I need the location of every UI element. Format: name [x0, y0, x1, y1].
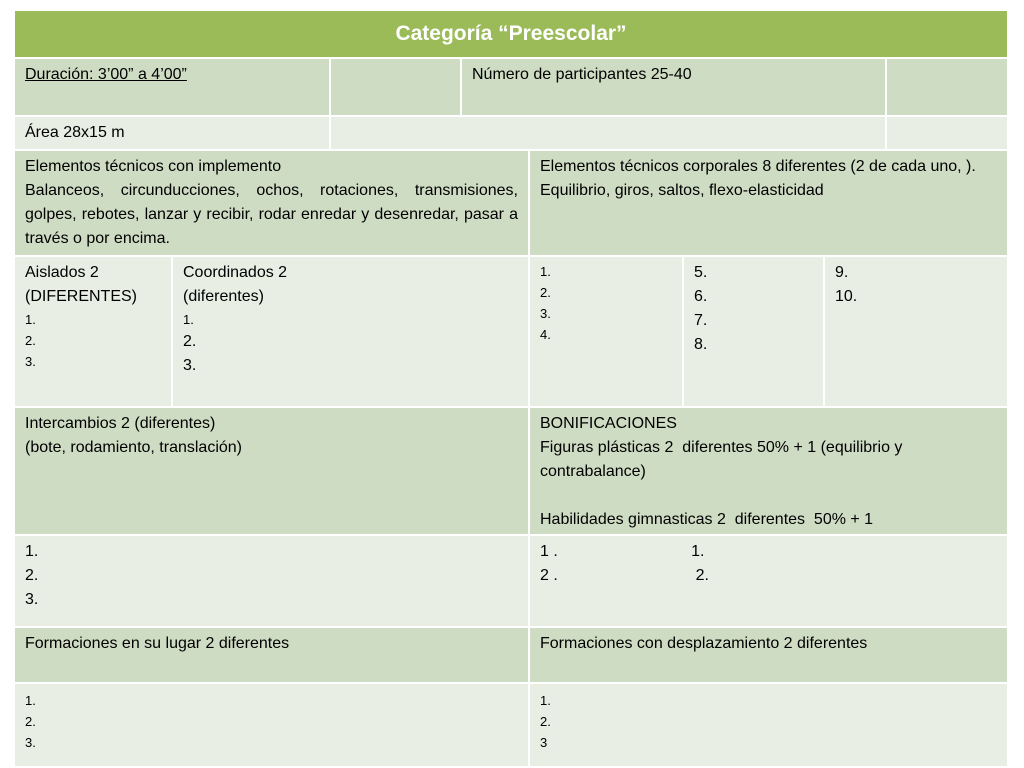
list-item: 2.	[540, 714, 551, 729]
formaciones-lugar-text: Formaciones en su lugar 2 diferentes	[25, 635, 290, 652]
corporales-cell	[530, 151, 1009, 257]
coordinados-subtitle: (diferentes)	[183, 288, 264, 305]
intercambios-cell	[15, 408, 530, 536]
intercambios-items-cell	[15, 536, 530, 628]
corporales-heading: Elementos técnicos corporales 8 diferentes (2 de cada uno, ).	[540, 158, 976, 175]
list-item: 4.	[540, 327, 551, 342]
corporales-items-col1	[530, 257, 684, 408]
list-item: 1.	[540, 693, 551, 708]
list-item: 2.	[25, 333, 36, 348]
empty-cell-4	[887, 117, 1009, 151]
empty-cell-2	[887, 59, 1009, 117]
implemento-text: Balanceos, circunducciones, ochos, rotaciones, transmisiones, golpes, rebotes, lanzar y recibir, rodar enredar y desenredar, pasar a través o por encima.	[25, 182, 518, 247]
list-item: 2.	[183, 333, 197, 350]
duracion-text: Duración: 3’00” a 4’00”	[25, 66, 187, 83]
aislados-title: Aislados 2	[25, 264, 99, 281]
intercambios-subtitle: (bote, rodamiento, translación)	[25, 439, 242, 456]
list-item: 3.	[25, 591, 39, 608]
intercambios-title: Intercambios 2 (diferentes)	[25, 415, 216, 432]
formaciones-desplazamiento-text: Formaciones con desplazamiento 2 diferentes	[540, 635, 868, 652]
list-item: 2.	[540, 285, 551, 300]
desplazamiento-items-cell	[530, 684, 1009, 768]
table-title	[15, 11, 1009, 59]
list-item: 1.	[25, 312, 36, 327]
corporales-items-col2	[684, 257, 825, 408]
list-item: 2.	[25, 714, 36, 729]
area-text: Área 28x15 m	[25, 124, 125, 141]
list-item: 1.	[540, 264, 551, 279]
participantes-text: Número de participantes 25-40	[472, 66, 692, 83]
aislados-cell	[15, 257, 173, 408]
implemento-cell	[15, 151, 530, 257]
preescolar-table	[15, 11, 1009, 768]
list-item: 3	[540, 735, 548, 750]
bonificaciones-heading: BONIFICACIONES	[540, 415, 677, 432]
list-item: 3.	[540, 306, 551, 321]
list-item: 7.	[694, 312, 708, 329]
list-item: 1 . 1.	[540, 543, 705, 560]
list-item: 6.	[694, 288, 708, 305]
aislados-subtitle: (DIFERENTES)	[25, 288, 137, 305]
corporales-items-col3	[825, 257, 1009, 408]
list-item: 1.	[25, 543, 39, 560]
list-item: 3.	[183, 357, 197, 374]
list-item: 5.	[694, 264, 708, 281]
formaciones-desplazamiento-cell	[530, 628, 1009, 684]
area-cell	[15, 117, 331, 151]
list-item: 1.	[183, 312, 194, 327]
bonificaciones-line: contrabalance)	[540, 463, 646, 480]
list-item: 3.	[25, 354, 36, 369]
bonificaciones-cell	[530, 408, 1009, 536]
list-item: 3.	[25, 735, 36, 750]
duracion-cell	[15, 59, 331, 117]
bonificaciones-line: Habilidades gimnasticas 2 diferentes 50% + 1	[540, 511, 874, 528]
table-title-text: Categoría “Preescolar”	[395, 22, 627, 45]
coordinados-cell	[173, 257, 530, 408]
list-item: 9.	[835, 264, 849, 281]
list-item: 8.	[694, 336, 708, 353]
lugar-items-cell	[15, 684, 530, 768]
participantes-cell	[462, 59, 887, 117]
formaciones-lugar-cell	[15, 628, 530, 684]
bonificaciones-items-cell	[530, 536, 1009, 628]
list-item: 1.	[25, 693, 36, 708]
list-item: 2.	[25, 567, 39, 584]
bonificaciones-line: Figuras plásticas 2 diferentes 50% + 1 (equilibrio y	[540, 439, 903, 456]
empty-cell-1	[331, 59, 462, 117]
corporales-text: Equilibrio, giros, saltos, flexo-elasticidad	[540, 182, 824, 199]
implemento-heading: Elementos técnicos con implemento	[25, 158, 282, 175]
empty-cell-3	[331, 117, 887, 151]
list-item: 10.	[835, 288, 858, 305]
list-item: 2 . 2.	[540, 567, 709, 584]
coordinados-title: Coordinados 2	[183, 264, 288, 281]
